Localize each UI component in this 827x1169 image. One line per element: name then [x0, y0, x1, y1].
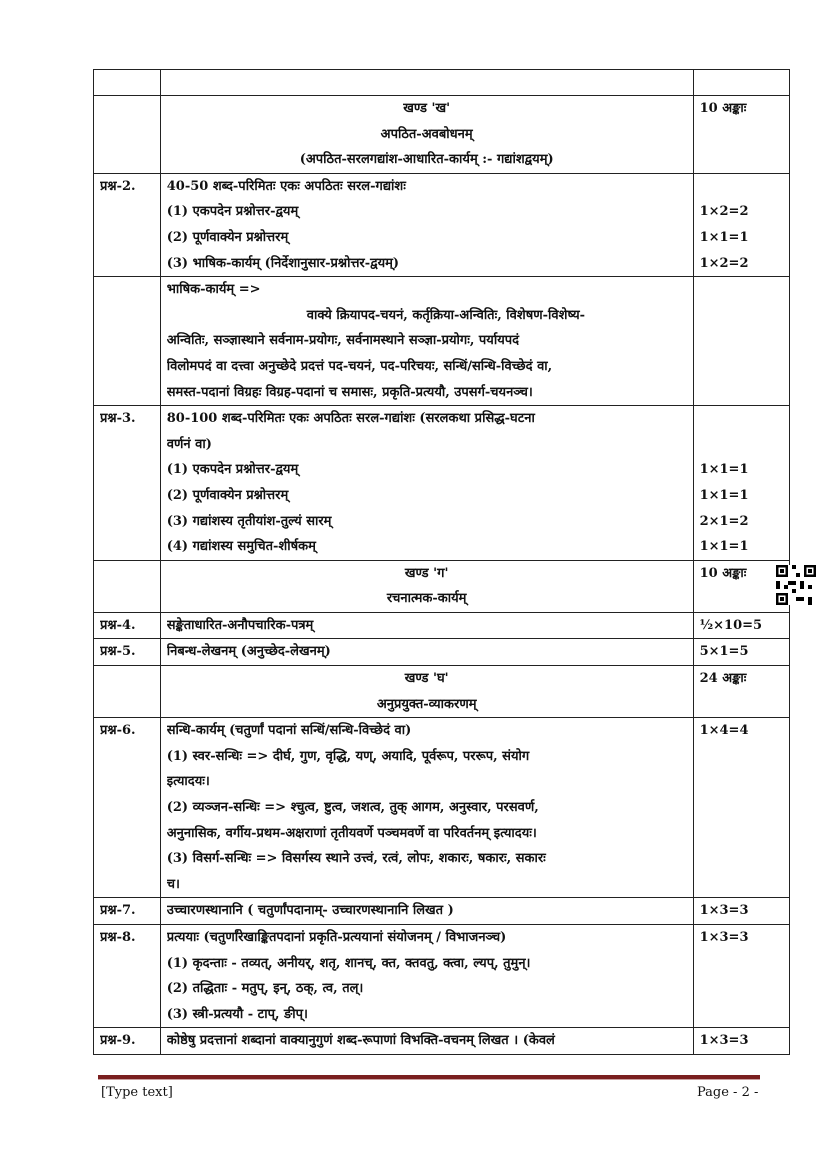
q2-row [94, 173, 790, 276]
q8-line: (1) कृदन्ताः - तव्यत्, अनीयर्, शतृ, शानच्, क्त, क्तवतु, क्त्वा, ल्यप्, तुमुन्। [166, 955, 531, 971]
q2-line: 40-50 शब्द-परिमितः एकः अपठितः सरल-गद्यांशः [166, 178, 406, 194]
q3-line: (3) गद्यांशस्य तृतीयांश-तुल्यं सारम् [166, 513, 332, 529]
q9-number: प्रश्न-9. [100, 1033, 136, 1049]
q5-text: निबन्ध-लेखनम् (अनुच्छेद-लेखनम्) [166, 644, 331, 660]
q2-number: प्रश्न-2. [100, 178, 136, 194]
section-b-subheading: अपठित-अवबोधनम् [380, 126, 473, 142]
q8-line: (2) तद्धिताः - मतुप्, इन्, ठक्, त्व, तल्। [166, 981, 364, 997]
q7-number: प्रश्न-7. [100, 903, 136, 919]
q6-number: प्रश्न-6. [100, 723, 136, 739]
q3-mark: 1×1=1 [699, 487, 749, 503]
q6-line: इत्यादयः। [166, 774, 210, 790]
q5-number: प्रश्न-5. [100, 644, 136, 660]
q2-mark: 1×2=2 [699, 204, 749, 220]
q3-line: वर्णनं वा) [166, 436, 212, 452]
q6-line: (1) स्वर-सन्धिः => दीर्घ, गुण, वृद्धि, यण्, अयादि, पूर्वरूप, पररूप, संयोग [166, 748, 530, 764]
footer-left-text: [Type text] [101, 1085, 173, 1100]
q8-line: प्रत्ययाः (चतुर्णांरेखाङ्कितपदानां प्रकृति-प्रत्ययानां संयोजनम् / विभाजनञ्च) [166, 930, 507, 945]
q3-mark: 2×1=2 [699, 513, 749, 529]
q2-line: (3) भाषिक-कार्यम् (निर्देशानुसार-प्रश्नोत्तर-द्वयम्) [166, 255, 400, 271]
q3-line: 80-100 शब्द-परिमितः एकः अपठितः सरल-गद्यांशः (सरलकथा प्रसिद्ध-घटना [166, 411, 535, 427]
q2-mark: 1×1=1 [699, 229, 749, 245]
q6-line: च। [166, 876, 180, 892]
section-b-marks: 10 अङ्काः [699, 101, 747, 116]
q2-line: (1) एकपदेन प्रश्नोत्तर-द्वयम् [166, 204, 299, 220]
q3-line: (2) पूर्णवाक्येन प्रश्नोत्तरम् [166, 487, 289, 503]
bhashik-line: अन्वितिः, सञ्ज्ञास्थाने सर्वनाम-प्रयोगः, सर्वनामस्थाने सञ्ज्ञा-प्रयोगः, पर्यायपदं [166, 333, 520, 349]
q8-line: (3) स्त्री-प्रत्ययौ - टाप्, ङीप्। [166, 1006, 308, 1022]
bhashik-row [94, 277, 790, 406]
section-d-row [94, 666, 790, 718]
section-d-heading: खण्ड 'घ' [404, 671, 449, 687]
q3-mark: 1×1=1 [699, 539, 749, 555]
q6-mark: 1×4=4 [699, 723, 749, 739]
q3-row [94, 406, 790, 561]
section-c-row [94, 560, 790, 612]
section-b-row [94, 96, 790, 174]
q7-row [94, 898, 790, 925]
q4-number: प्रश्न-4. [100, 617, 136, 633]
footer-divider [98, 1075, 760, 1080]
section-b-heading: खण्ड 'ख' [403, 101, 451, 116]
q2-mark: 1×2=2 [699, 255, 749, 271]
q4-mark: ½×10=5 [699, 617, 763, 633]
bhashik-line: वाक्ये क्रियापद-चयनं, कर्तृक्रिया-अन्वितिः, विशेषण-विशेष्य- [306, 307, 585, 323]
q6-row [94, 718, 790, 898]
q9-mark: 1×3=3 [699, 1033, 749, 1049]
q6-line: सन्धि-कार्यम् (चतुर्णां पदानां सन्धिं/सन्धि-विच्छेदं वा) [166, 723, 412, 739]
q2-line: (2) पूर्णवाक्येन प्रश्नोत्तरम् [166, 229, 289, 245]
q5-mark: 5×1=5 [699, 644, 749, 660]
section-c-subheading: रचनात्मक-कार्यम् [386, 591, 467, 607]
section-d-subheading: अनुप्रयुक्त-व्याकरणम् [376, 696, 477, 712]
bhashik-line: विलोमपदं वा दत्त्वा अनुच्छेदे प्रदत्तं पद-चयनं, पद-परिचयः, सन्धिं/सन्धि-विच्छेदं वा, [166, 358, 553, 374]
q4-text: सङ्केताधारित-अनौपचारिक-पत्रम् [166, 617, 314, 633]
section-c-marks: 10 अङ्काः [699, 565, 747, 581]
q3-line: (4) गद्यांशस्य समुचित-शीर्षकम् [166, 539, 316, 555]
q7-text: उच्चारणस्थानानि ( चतुर्णांपदानाम्- उच्चारणस्थानानि लिखत ) [166, 903, 454, 919]
section-d-marks: 24 अङ्काः [699, 671, 747, 687]
syllabus-table [93, 69, 790, 1055]
q9-row [94, 1028, 790, 1055]
page-number: Page - 2 - [697, 1085, 759, 1100]
empty-row [94, 70, 790, 96]
q4-row [94, 612, 790, 639]
q3-mark: 1×1=1 [699, 462, 749, 478]
q3-number: प्रश्न-3. [100, 411, 136, 427]
bhashik-line: समस्त-पदानां विग्रहः विग्रह-पदानां च समासः, प्रकृति-प्रत्ययौ, उपसर्ग-चयनञ्च। [166, 384, 533, 400]
q3-line: (1) एकपदेन प्रश्नोत्तर-द्वयम् [166, 462, 299, 478]
q8-mark: 1×3=3 [699, 930, 749, 945]
q6-line: (2) व्यञ्जन-सन्धिः => श्चुत्व, ष्टुत्व, जशत्व, तुक् आगम, अनुस्वार, परसवर्ण, [166, 800, 539, 816]
q7-mark: 1×3=3 [699, 903, 749, 919]
q5-row [94, 639, 790, 666]
q6-line: अनुनासिक, वर्गीय-प्रथम-अक्षराणां तृतीयवर्णे पञ्चमवर्णे वा परिवर्तनम् इत्यादयः। [166, 825, 537, 841]
q6-line: (3) विसर्ग-सन्धिः => विसर्गस्य स्थाने उत्त्वं, रत्वं, लोपः, शकारः, षकारः, सकारः [166, 851, 546, 867]
section-c-heading: खण्ड 'ग' [404, 565, 449, 581]
q8-row [94, 925, 790, 1028]
q8-number: प्रश्न-8. [100, 930, 136, 945]
bhashik-title: भाषिक-कार्यम् => [166, 282, 261, 298]
qr-code-icon [776, 565, 816, 605]
section-b-note: (अपठित-सरलगद्यांश-आधारित-कार्यम् :- गद्यांशद्वयम्) [299, 152, 554, 168]
q9-text: कोष्ठेषु प्रदत्तानां शब्दानां वाक्यानुगुणं शब्द-रूपाणां विभक्ति-वचनम् लिखत । (केवलं [166, 1033, 555, 1049]
